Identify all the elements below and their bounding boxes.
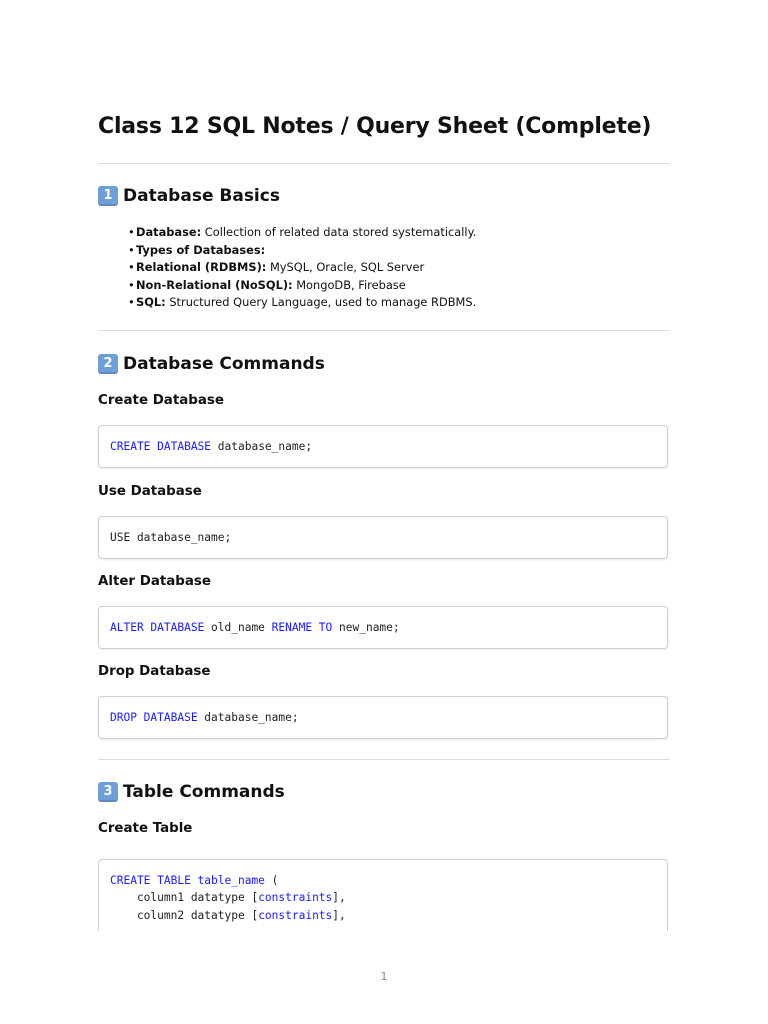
- bullet-icon: •: [128, 242, 135, 257]
- list-item-term: Database:: [136, 225, 202, 239]
- divider: [98, 163, 670, 164]
- section-heading-label: Database Basics: [123, 186, 280, 206]
- code-block-use-database: [98, 516, 668, 559]
- list-item: [128, 259, 476, 277]
- list-item: [128, 294, 476, 312]
- code-text: [99, 426, 667, 455]
- code-keyword: ALTER DATABASE: [110, 621, 205, 634]
- code-block-create-database: [98, 425, 668, 468]
- code-text: [99, 860, 667, 924]
- list-item: [128, 224, 476, 242]
- document-page: [98, 0, 670, 1024]
- page-title: Class 12 SQL Notes / Query Sheet (Complete): [98, 114, 652, 139]
- code-keyword: RENAME TO: [271, 621, 333, 634]
- section-heading-table-commands: [98, 780, 285, 804]
- code-block-alter-database: [98, 606, 668, 649]
- code-text: [99, 607, 667, 636]
- subheading-use-database: Use Database: [98, 484, 202, 499]
- number-one-icon: 1: [98, 186, 118, 206]
- code-text: [99, 697, 667, 726]
- list-item: [128, 277, 476, 295]
- code-token: database_name;: [197, 711, 299, 724]
- number-two-icon: 2: [98, 354, 118, 374]
- code-token: (: [264, 874, 279, 887]
- number-three-icon: 3: [98, 782, 118, 802]
- subheading-create-database: Create Database: [98, 393, 224, 408]
- section-heading-database-basics: [98, 184, 280, 208]
- code-token: old_name: [204, 621, 272, 634]
- code-token: ],: [332, 908, 346, 922]
- divider: [98, 759, 670, 760]
- list-item-text: MongoDB, Firebase: [292, 277, 406, 292]
- list-item-term: SQL:: [136, 295, 166, 310]
- code-keyword: DROP DATABASE: [110, 711, 198, 724]
- subheading-alter-database: Alter Database: [98, 574, 211, 589]
- list-item-text: Structured Query Language, used to manage RDBMS.: [165, 295, 477, 310]
- code-token: ],: [332, 891, 346, 905]
- code-text: [99, 517, 667, 546]
- section-heading-label: Database Commands: [123, 354, 325, 374]
- bullet-icon: •: [128, 277, 135, 292]
- code-token: column1 datatype [: [110, 891, 259, 905]
- list-item-text: MySQL, Oracle, SQL Server: [266, 260, 425, 275]
- list-item-term: Non-Relational (NoSQL):: [136, 277, 293, 292]
- bullet-icon: •: [128, 295, 135, 310]
- code-token: column2 datatype [: [110, 908, 259, 922]
- code-block-drop-database: [98, 696, 668, 739]
- list-item-term: Relational (RDBMS):: [136, 260, 267, 275]
- page-number: 1: [380, 970, 388, 983]
- section-heading-database-commands: [98, 352, 325, 376]
- code-token: new_name;: [332, 621, 400, 634]
- list-item-text: Collection of related data stored systematically.: [201, 225, 477, 239]
- divider: [98, 330, 670, 331]
- list-item-term: Types of Databases:: [136, 242, 266, 257]
- code-keyword: CREATE TABLE table_name: [110, 874, 265, 887]
- code-keyword: constraints: [258, 908, 333, 922]
- section-heading-label: Table Commands: [123, 782, 285, 802]
- bullet-icon: •: [128, 260, 135, 275]
- code-token: USE database_name;: [110, 531, 232, 544]
- bullet-icon: •: [128, 225, 135, 239]
- code-token: database_name;: [211, 440, 313, 453]
- code-keyword: CREATE DATABASE: [110, 440, 212, 453]
- basics-list: [128, 224, 476, 312]
- subheading-drop-database: Drop Database: [98, 664, 211, 679]
- subheading-create-table: Create Table: [98, 821, 193, 836]
- code-keyword: constraints: [258, 891, 333, 905]
- list-item: [128, 242, 476, 260]
- code-block-create-table: [98, 859, 668, 931]
